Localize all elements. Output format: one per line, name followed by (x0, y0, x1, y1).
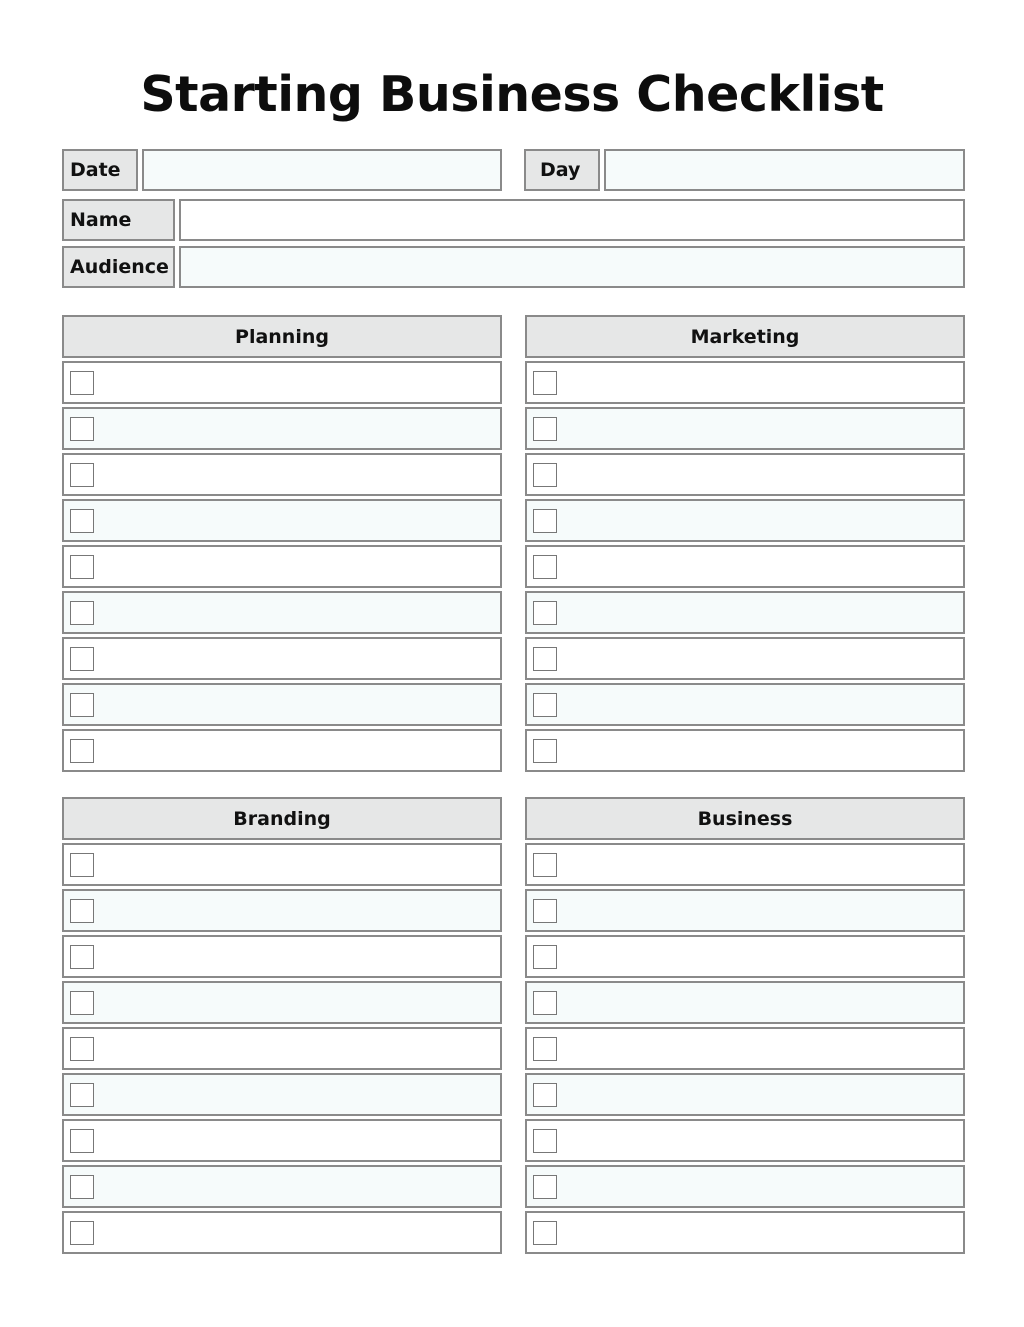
checklist-row[interactable] (525, 361, 965, 404)
checkbox[interactable] (70, 899, 94, 923)
checkbox[interactable] (533, 899, 557, 923)
checklist-row[interactable] (525, 889, 965, 932)
checkbox[interactable] (70, 417, 94, 441)
checklist-item-field[interactable] (557, 1075, 963, 1114)
checkbox[interactable] (70, 555, 94, 579)
date-field[interactable] (142, 149, 502, 191)
checkbox[interactable] (70, 739, 94, 763)
day-label: Day (524, 149, 600, 191)
checklist-row[interactable] (525, 1165, 965, 1208)
checklist-row[interactable] (525, 981, 965, 1024)
checklist-row[interactable] (62, 729, 502, 772)
checkbox[interactable] (533, 1221, 557, 1245)
checklist-row[interactable] (62, 981, 502, 1024)
checklist-item-field[interactable] (557, 409, 963, 448)
day-field[interactable] (604, 149, 965, 191)
checkbox[interactable] (533, 853, 557, 877)
checkbox[interactable] (533, 417, 557, 441)
checklist-row[interactable] (62, 545, 502, 588)
checklist-row[interactable] (62, 889, 502, 932)
checklist-item-field[interactable] (557, 891, 963, 930)
checkbox[interactable] (533, 463, 557, 487)
checklist-item-field[interactable] (94, 639, 500, 678)
checklist-row[interactable] (62, 361, 502, 404)
checklist-row[interactable] (62, 1211, 502, 1254)
checklist-row[interactable] (62, 407, 502, 450)
checklist-item-field[interactable] (557, 1121, 963, 1160)
checkbox[interactable] (533, 509, 557, 533)
checklist-item-field[interactable] (557, 455, 963, 494)
checklist-item-field[interactable] (557, 1029, 963, 1068)
checklist-row[interactable] (62, 935, 502, 978)
checkbox[interactable] (70, 945, 94, 969)
date-label: Date (62, 149, 138, 191)
checklist-row[interactable] (525, 591, 965, 634)
checkbox[interactable] (70, 463, 94, 487)
checklist-item-field[interactable] (94, 685, 500, 724)
checkbox[interactable] (533, 1129, 557, 1153)
checklist-item-field[interactable] (94, 891, 500, 930)
checkbox[interactable] (70, 693, 94, 717)
name-field[interactable] (179, 199, 965, 241)
checklist-item-field[interactable] (94, 593, 500, 632)
checklist-row[interactable] (62, 591, 502, 634)
checklist-item-field[interactable] (94, 937, 500, 976)
checklist-row[interactable] (525, 545, 965, 588)
checkbox[interactable] (70, 601, 94, 625)
checklist-item-field[interactable] (557, 593, 963, 632)
checklist-row[interactable] (525, 637, 965, 680)
checkbox[interactable] (70, 647, 94, 671)
checkbox[interactable] (533, 1037, 557, 1061)
checklist-row[interactable] (525, 843, 965, 886)
checklist-row[interactable] (62, 499, 502, 542)
checkbox[interactable] (70, 1083, 94, 1107)
checkbox[interactable] (70, 991, 94, 1015)
section-header: Planning (62, 315, 502, 358)
checklist-item-field[interactable] (94, 845, 500, 884)
checkbox[interactable] (70, 509, 94, 533)
checklist-item-field[interactable] (557, 547, 963, 586)
checklist-item-field[interactable] (94, 1029, 500, 1068)
checkbox[interactable] (533, 647, 557, 671)
checklist-item-field[interactable] (94, 1167, 500, 1206)
checklist-row[interactable] (62, 1027, 502, 1070)
checklist-row[interactable] (525, 1211, 965, 1254)
checklist-item-field[interactable] (557, 685, 963, 724)
section-header: Branding (62, 797, 502, 840)
checklist-row[interactable] (525, 407, 965, 450)
checkbox[interactable] (533, 739, 557, 763)
checklist-item-field[interactable] (557, 501, 963, 540)
checkbox[interactable] (70, 1129, 94, 1153)
checklist-row[interactable] (525, 935, 965, 978)
checklist-row[interactable] (62, 1073, 502, 1116)
audience-field[interactable] (179, 246, 965, 288)
checklist-row[interactable] (62, 637, 502, 680)
checklist-row[interactable] (525, 499, 965, 542)
name-label: Name (62, 199, 175, 241)
checkbox[interactable] (70, 1221, 94, 1245)
checklist-item-field[interactable] (557, 983, 963, 1022)
checklist-row[interactable] (525, 1119, 965, 1162)
checklist-item-field[interactable] (557, 1213, 963, 1252)
checklist-row[interactable] (62, 453, 502, 496)
checklist-item-field[interactable] (557, 731, 963, 770)
checklist-row[interactable] (525, 453, 965, 496)
checklist-item-field[interactable] (557, 363, 963, 402)
checkbox[interactable] (533, 945, 557, 969)
checkbox[interactable] (70, 1175, 94, 1199)
checkbox[interactable] (533, 1083, 557, 1107)
checklist-item-field[interactable] (94, 983, 500, 1022)
checkbox[interactable] (70, 1037, 94, 1061)
checklist-row[interactable] (525, 1027, 965, 1070)
audience-label: Audience (62, 246, 175, 288)
checklist-row[interactable] (525, 1073, 965, 1116)
checklist-item-field[interactable] (94, 1213, 500, 1252)
checklist-row[interactable] (525, 729, 965, 772)
checkbox[interactable] (533, 601, 557, 625)
checklist-item-field[interactable] (94, 731, 500, 770)
checklist-row[interactable] (62, 683, 502, 726)
checkbox[interactable] (70, 853, 94, 877)
checklist-item-field[interactable] (94, 1121, 500, 1160)
checklist-row[interactable] (525, 683, 965, 726)
section-header: Marketing (525, 315, 965, 358)
checklist-item-field[interactable] (94, 547, 500, 586)
page-title: Starting Business Checklist (140, 66, 884, 123)
checklist-item-field[interactable] (94, 409, 500, 448)
checklist-row[interactable] (62, 1165, 502, 1208)
checklist-item-field[interactable] (94, 455, 500, 494)
checkbox[interactable] (533, 693, 557, 717)
checklist-row[interactable] (62, 1119, 502, 1162)
checkbox[interactable] (533, 555, 557, 579)
checklist-item-field[interactable] (557, 937, 963, 976)
checkbox[interactable] (533, 371, 557, 395)
checklist-item-field[interactable] (557, 639, 963, 678)
section-header: Business (525, 797, 965, 840)
checklist-row[interactable] (62, 843, 502, 886)
checkbox[interactable] (533, 991, 557, 1015)
checkbox[interactable] (70, 371, 94, 395)
checklist-item-field[interactable] (557, 845, 963, 884)
checklist-item-field[interactable] (94, 1075, 500, 1114)
checkbox[interactable] (533, 1175, 557, 1199)
checklist-item-field[interactable] (94, 501, 500, 540)
checklist-item-field[interactable] (94, 363, 500, 402)
checklist-item-field[interactable] (557, 1167, 963, 1206)
